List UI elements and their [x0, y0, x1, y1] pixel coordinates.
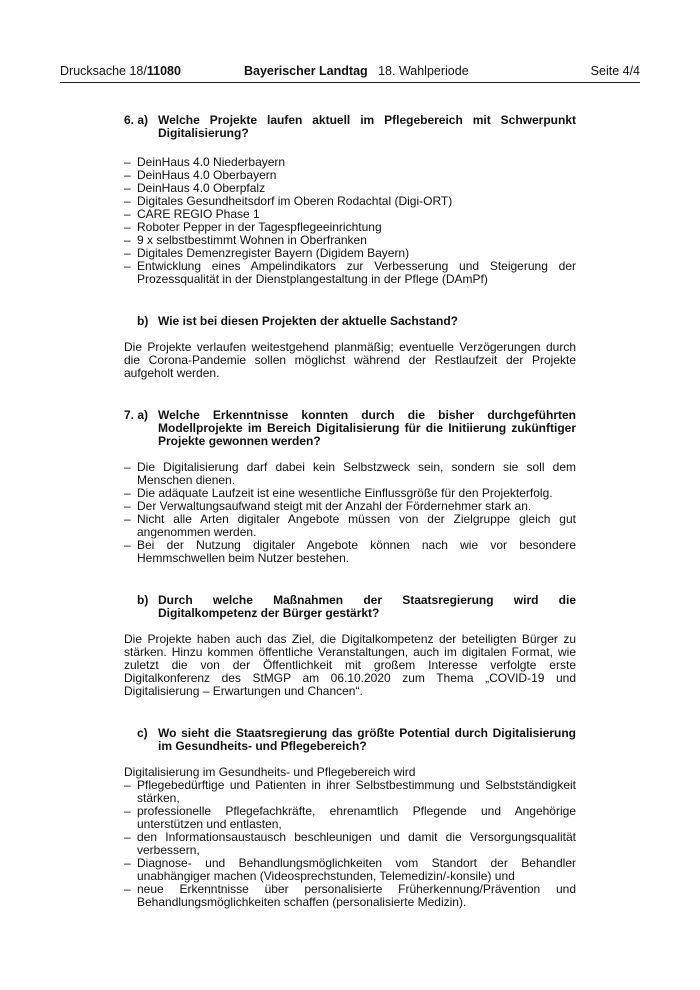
list-item: – Die adäquate Laufzeit ist eine wesentliche Einflussgröße für den Projekterfolg. — [124, 487, 576, 500]
answer-text: Die Projekte verlaufen weitestgehend planmäßig; eventuelle Verzögerungen durch die Corona-Pandemie sollen möglichst während der Restlaufzeit der Projekte aufgeholt werden. — [124, 340, 576, 380]
document-number-label: Drucksache 18/ — [60, 64, 147, 78]
document-body — [124, 114, 576, 909]
list-item: – den Informationsaustausch beschleunigen und damit die Versorgungsqualität verbessern, — [124, 831, 576, 857]
header-divider — [60, 82, 640, 83]
question-text: Wie ist bei diesen Projekten der aktuelle Sachstand? — [158, 314, 458, 328]
document-number — [60, 63, 181, 79]
question-6b — [124, 315, 576, 328]
question-number: b) — [137, 314, 149, 328]
list-item: – CARE REGIO Phase 1 — [124, 208, 576, 221]
list-item: – Die Digitalisierung darf dabei kein Selbstzweck sein, sondern sie soll dem Menschen dienen. — [124, 461, 576, 487]
document-number-value: 11080 — [146, 64, 181, 78]
question-number: 7. a) — [124, 408, 149, 422]
list-item: – Entwicklung eines Ampelindikators zur Verbesserung und Steigerung der Prozessqualität in der Dienstplangestaltung in der Pflege (DAmPf) — [124, 260, 576, 286]
question-6a — [124, 114, 576, 140]
potential-list — [124, 779, 576, 909]
question-text: Durch welche Maßnahmen der Staatsregierung wird die Digitalkompetenz der Bürger gestärkt? — [158, 593, 576, 620]
parliament-name: Bayerischer Landtag — [244, 64, 368, 78]
question-7b — [124, 594, 576, 620]
question-number: b) — [137, 593, 149, 607]
project-list — [124, 156, 576, 286]
answer-intro: Digitalisierung im Gesundheits- und Pflegebereich wird — [124, 765, 416, 779]
list-item: – Der Verwaltungsaufwand steigt mit der Anzahl der Fördernehmer stark an. — [124, 500, 576, 513]
page-header — [60, 63, 640, 81]
question-text: Welche Projekte laufen aktuell im Pflegebereich mit Schwerpunkt Digitalisierung? — [158, 113, 576, 140]
answer-text: Die Projekte haben auch das Ziel, die Digitalkompetenz der beteiligten Bürger zu stärken. Hinzu kommen öffentliche Veranstaltungen, auch im digitalen Format, wie zuletzt die von der Öffentlichkeit mit großem Interesse verfolgte erste Digitalkonferenz des StMGP am 06.10.2020 zum Thema „COVID-19 und Digitalisierung – Erwartungen und Chancen“. — [124, 632, 576, 698]
list-item: – DeinHaus 4.0 Niederbayern — [124, 156, 576, 169]
list-item: – DeinHaus 4.0 Oberbayern — [124, 169, 576, 182]
findings-list — [124, 461, 576, 565]
list-item: – Nicht alle Arten digitaler Angebote müssen von der Zielgruppe gleich gut angenommen werden. — [124, 513, 576, 539]
parliament-info — [244, 63, 469, 79]
page-number: Seite 4/4 — [590, 64, 640, 78]
question-text: Wo sieht die Staatsregierung das größte Potential durch Digitalisierung im Gesundheits- und Pflegebereich? — [158, 726, 576, 753]
list-item: – neue Erkenntnisse über personalisierte Früherkennung/Prävention und Behandlungsmöglichkeiten schaffen (personalisierte Medizin). — [124, 883, 576, 909]
question-text: Welche Erkenntnisse konnten durch die bisher durchgeführten Modellprojekte im Bereich Digitalisierung für die Initiierung zukünftiger Projekte gewonnen werden? — [158, 408, 576, 448]
list-item: – DeinHaus 4.0 Oberpfalz — [124, 182, 576, 195]
list-item: – Digitales Demenzregister Bayern (Digidem Bayern) — [124, 247, 576, 260]
question-number: c) — [137, 726, 148, 740]
list-item: – 9 x selbstbestimmt Wohnen in Oberfranken — [124, 234, 576, 247]
list-item: – Digitales Gesundheitsdorf im Oberen Rodachtal (Digi-ORT) — [124, 195, 576, 208]
list-item: – Roboter Pepper in der Tagespflegeeinrichtung — [124, 221, 576, 234]
legislative-period: 18. Wahlperiode — [378, 64, 469, 78]
list-item: – Pflegebedürftige und Patienten in ihrer Selbstbestimmung und Selbstständigkeit stärken, — [124, 779, 576, 805]
question-7c — [124, 727, 576, 753]
question-number: 6. a) — [124, 113, 149, 127]
question-7a — [124, 409, 576, 448]
list-item: – Bei der Nutzung digitaler Angebote können nach wie vor besondere Hemmschwellen beim Nutzer bestehen. — [124, 539, 576, 565]
list-item: – Diagnose- und Behandlungsmöglichkeiten vom Standort der Behandler unabhängiger machen (Videosprechstunden, Telemedizin/-konsile) und — [124, 857, 576, 883]
list-item: – professionelle Pflegefachkräfte, ehrenamtlich Pflegende und Angehörige unterstützen und entlasten, — [124, 805, 576, 831]
